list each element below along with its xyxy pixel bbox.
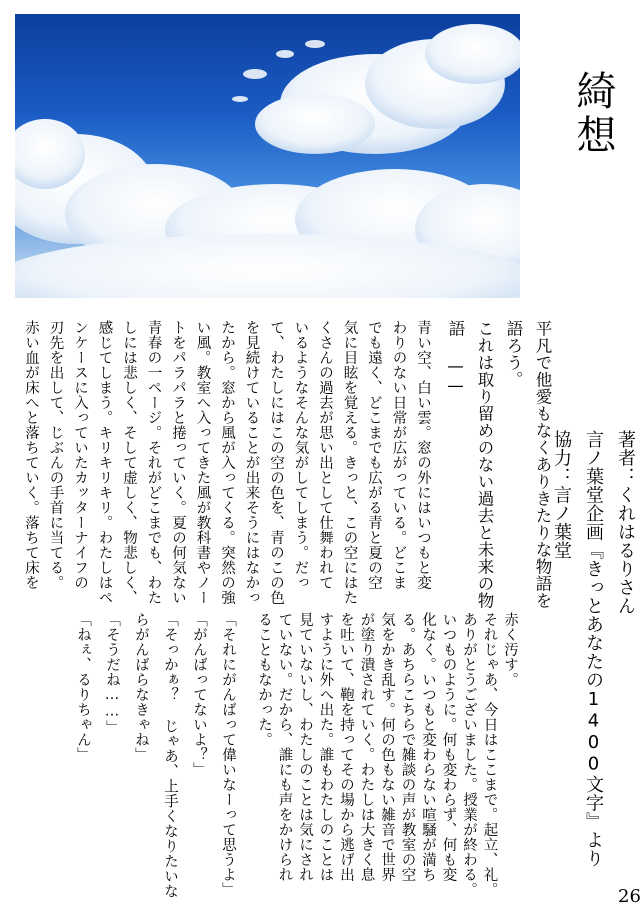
- intro-line: 語ろう。: [504, 320, 523, 388]
- dialogue-line: 「ねぇ、るりちゃん」: [75, 612, 91, 762]
- body-line: ることもなかった。: [256, 612, 272, 747]
- credit-source: 言ノ葉堂企画『きっとあなたの1400文字』より: [583, 430, 604, 868]
- body-line: しには悲しく、そして虚しく、物悲しく、: [121, 320, 137, 605]
- body-line: を見続けていることが出来そうにはなかっ: [243, 320, 260, 605]
- body-line: それじゃあ、今日はここまで。起立、礼。: [481, 612, 498, 897]
- body-lower-left: [62, 612, 242, 902]
- body-line: トをパラパラと捲っていく。夏の何気ない: [170, 320, 186, 605]
- dialogue-line: らがんばらなきゃね」: [133, 612, 149, 762]
- body-line: ありがとうございました。授業が終わる。: [461, 612, 477, 897]
- body-line: いつものように。何も変わらず、何も変: [440, 612, 457, 882]
- body-line: 赤く汚す。: [502, 612, 518, 687]
- body-lower-right: [250, 612, 520, 902]
- body-line: ていない。だから、誰にも声をかけられ: [276, 612, 293, 882]
- body-line: ンケースに入っていたカッターナイフの: [72, 320, 88, 590]
- page-number: 26: [618, 886, 641, 907]
- dialogue-line: 「そっかぁ？ じゃあ、上手くなりたいな: [162, 612, 178, 899]
- body-line: くさんの過去が思い出として仕舞われて: [317, 320, 333, 590]
- body-line: 気に目眩を覚える。きっと、この空にはた: [341, 320, 358, 605]
- body-line: わりのない日常が広がっている。どこま: [390, 320, 407, 590]
- body-line: い風。教室へ入ってきた風が教科書やノー: [194, 320, 211, 605]
- credit-author: 著者：くれはるりさん: [615, 430, 636, 615]
- body-line: 赤い血が床へと落ちていく。落ちて床を: [23, 320, 39, 590]
- body-line: 見ていないし、わたしのことは気にされ: [297, 612, 313, 882]
- intro-line: これは取り留めのない過去と未来の物: [475, 320, 494, 609]
- body-line: が塗り潰されていく。わたしは大きく息: [358, 612, 375, 882]
- body-line: たから。窓から風が入ってくる。突然の強: [219, 320, 235, 605]
- dialogue-line: 「がんばってないよ？」: [191, 612, 207, 777]
- body-line: 気をかき乱す。何の色もない雑音で世界: [379, 612, 395, 882]
- body-line: 青い空、白い雲。窓の外にはいつもと変: [415, 320, 431, 590]
- credits: [545, 430, 641, 900]
- body-line: を吐いて、鞄を持ってその場から逃げ出: [338, 612, 354, 882]
- body-upper: [15, 320, 435, 605]
- body-line: 化なく。いつもと変わらない喧騒が満ち: [420, 612, 436, 882]
- body-line: 刃先を出して、じぶんの手首に当てる。: [47, 320, 64, 590]
- credit-cooperation: 協力：言ノ葉堂: [551, 430, 572, 560]
- sky-illustration: [15, 14, 520, 298]
- dialogue-line: 「それにがんばって偉いなーって思うよ」: [220, 612, 236, 897]
- body-line: すように外へ出た。誰もわたしのことは: [317, 612, 334, 882]
- body-line: 感じてしまう。キリキリキリ。わたしはペ: [96, 320, 113, 605]
- dialogue-line: 「そうだね……」: [104, 612, 120, 735]
- body-line: る。あちらこちらで雑談の声が教室の空: [399, 612, 416, 882]
- article-title: 綺想: [570, 70, 616, 158]
- intro-line: 平凡で他愛もなくありきたりな物語を: [533, 320, 552, 609]
- body-line: いるようなそんな気がしてしまう。だっ: [292, 320, 309, 590]
- intro-line: 語 ——: [446, 320, 465, 396]
- body-line: でも遠く、どこまでも広がる青と夏の空: [366, 320, 382, 590]
- body-line: 青春の一ページ。それがどこまでも、わた: [145, 320, 162, 605]
- cloud-shapes: [15, 14, 520, 298]
- body-line: て、わたしにはこの空の色を、青のこの色: [268, 320, 284, 605]
